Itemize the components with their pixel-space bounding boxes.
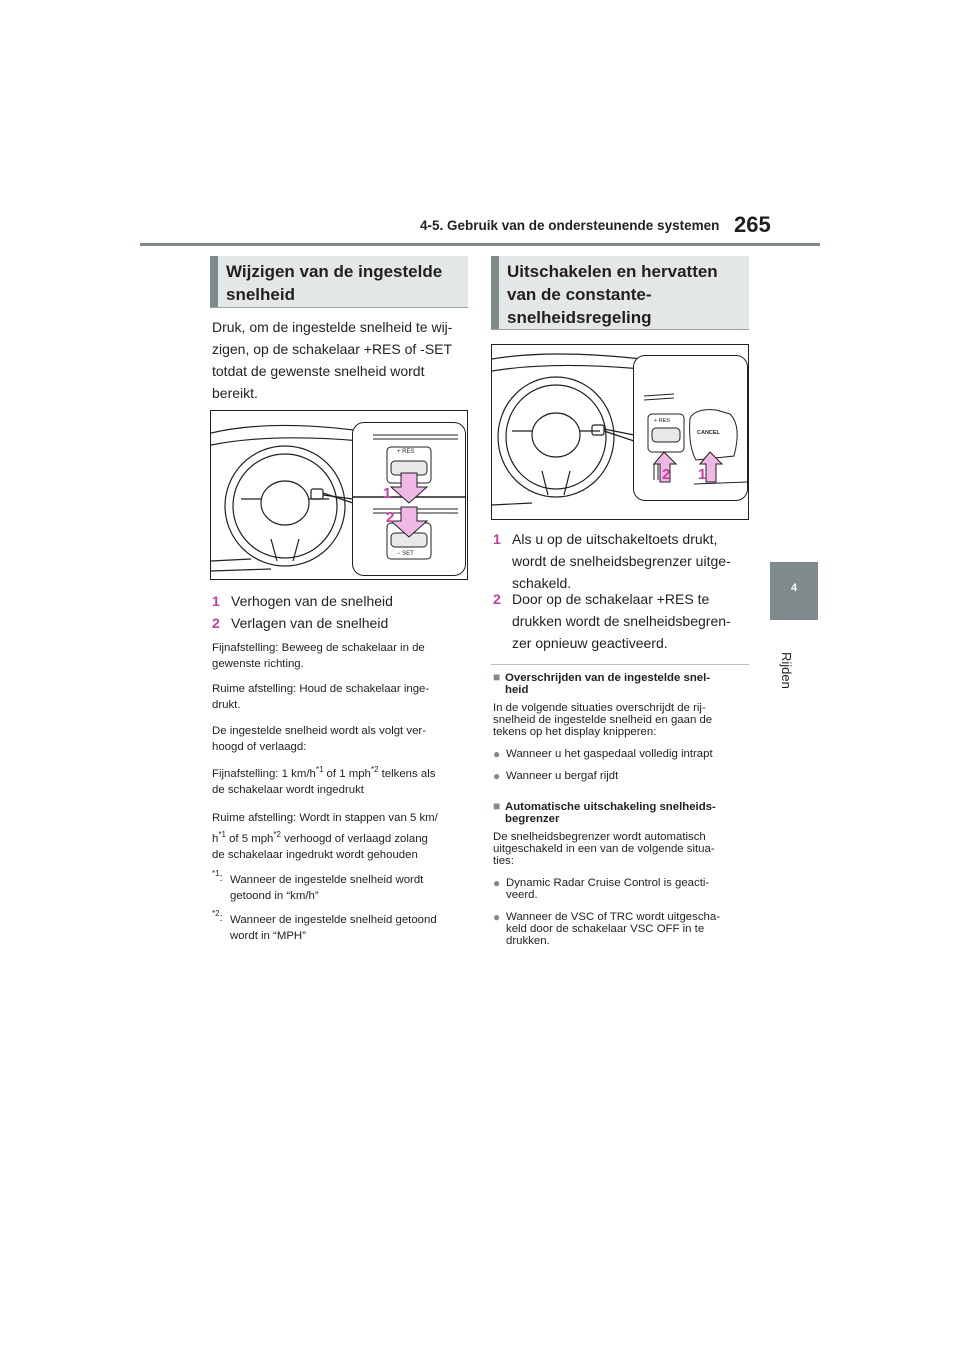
text-run: of 1 mph — [323, 768, 371, 780]
section-title: 4-5. Gebruik van de ondersteunende systemen — [420, 218, 720, 233]
list-item — [493, 748, 749, 760]
bullet-icon: ● — [493, 910, 501, 924]
step-item — [493, 588, 749, 654]
cancel-label: CANCEL — [697, 430, 720, 436]
footnote-1 — [212, 869, 468, 904]
text-line: Druk, om de ingestelde snelheid te wij- — [212, 319, 453, 335]
footnote-mark-text: *2 — [212, 909, 220, 919]
note-title — [493, 672, 749, 696]
text-line: snelheid de ingestelde snelheid en gaan de — [493, 714, 713, 726]
footnote-ref: *2 — [370, 765, 379, 775]
switch-detail-inset — [633, 355, 748, 501]
list-item — [493, 911, 749, 947]
heading-line: snelheid — [226, 285, 295, 304]
section-heading-cancel-resume — [491, 256, 749, 330]
text-line — [212, 766, 468, 782]
text-line: De ingestelde snelheid wordt als volgt ver- — [212, 725, 427, 737]
footnote-mark — [212, 910, 223, 926]
text-line: Ruime afstelling: Houd de schakelaar inge- — [212, 683, 430, 695]
heading-line: Wijzigen van de ingestelde — [226, 262, 443, 281]
heading-line: snelheidsregeling — [507, 308, 652, 327]
list-item — [493, 877, 749, 901]
text-line: Wanneer de ingestelde snelheid wordt — [230, 874, 424, 886]
text-line: keld door de schakelaar VSC OFF in te — [506, 923, 705, 935]
text-run: telkens als — [378, 768, 436, 780]
text-line: wordt in “MPH” — [230, 930, 306, 942]
text-line: schakeld. — [512, 575, 572, 591]
text-line: drukken. — [506, 935, 550, 947]
bullet-icon: ● — [493, 769, 501, 783]
text-line: tekens op het display knipperen: — [493, 726, 657, 738]
step-item — [212, 590, 468, 612]
text-line: heid — [505, 684, 529, 696]
chapter-label: Rijden — [779, 652, 794, 689]
footnote-ref: *1 — [315, 765, 324, 775]
footnote-colon: : — [219, 912, 223, 924]
note-auto-cancel — [493, 801, 749, 947]
text-line: Wanneer de VSC of TRC wordt uitgescha- — [506, 911, 720, 923]
note-body — [493, 702, 749, 738]
square-bullet-icon: ■ — [493, 670, 501, 684]
footnote-mark-text: *1 — [212, 869, 220, 879]
text-line: getoond in “km/h” — [230, 890, 319, 902]
callout-2: 2 — [662, 466, 671, 483]
figure-cancel-switch — [491, 344, 749, 520]
text-line: Ruime afstelling: Wordt in stappen van 5 km/ — [212, 812, 438, 824]
footnote-colon: : — [219, 872, 223, 884]
text-line: wordt de snelheidsbegrenzer uitge- — [512, 553, 731, 569]
fine-adjust-text — [212, 640, 468, 672]
text-line: Als u op de uitschakeltoets drukt, — [512, 531, 718, 547]
bullet-icon: ● — [493, 876, 501, 890]
step-text: Verlagen van de snelheid — [231, 615, 389, 631]
switch-label-set: − SET — [397, 551, 414, 557]
text-line: Dynamic Radar Cruise Control is geacti- — [506, 877, 710, 889]
text-line: zigen, op de schakelaar +RES of -SET — [212, 341, 453, 357]
step-text — [512, 528, 731, 594]
section-heading-change-speed — [210, 256, 468, 308]
text-line — [212, 831, 468, 847]
step-item — [212, 612, 468, 634]
footnote-ref: *1 — [218, 830, 226, 840]
text-run: of 5 mph — [225, 833, 274, 845]
text-line: Fijnafstelling: Beweeg de schakelaar in de — [212, 642, 425, 654]
list-item — [493, 770, 749, 782]
text-line: ties: — [493, 855, 514, 867]
text-line: Wanneer u bergaf rijdt — [506, 770, 619, 782]
step-number: 2 — [493, 591, 501, 607]
change-intro-text — [212, 723, 468, 755]
switch-detail-illustration — [634, 356, 747, 500]
coarse-detail-text — [212, 810, 468, 863]
step-number: 1 — [212, 593, 220, 609]
chapter-number: 4 — [790, 582, 798, 594]
step-item — [493, 528, 749, 591]
step-number: 2 — [212, 615, 220, 631]
text-line: gewenste richting. — [212, 658, 304, 670]
coarse-adjust-text — [212, 681, 468, 713]
text-line: de schakelaar wordt ingedrukt — [212, 784, 364, 796]
intro-paragraph — [212, 316, 468, 404]
header-rule — [140, 243, 820, 246]
callout-2: 2 — [386, 509, 395, 526]
text-line: zer opnieuw geactiveerd. — [512, 635, 668, 651]
note-divider — [491, 664, 749, 665]
text-line: Automatische uitschakeling snelheids- — [505, 801, 716, 813]
text-line: bereikt. — [212, 385, 258, 401]
step-text: Verhogen van de snelheid — [231, 593, 393, 609]
fine-detail-text — [212, 766, 468, 798]
footnote-ref: *2 — [273, 830, 281, 840]
footnote-2 — [212, 909, 468, 944]
text-line: de schakelaar ingedrukt wordt gehouden — [212, 849, 418, 861]
figure-speed-switch — [210, 410, 468, 580]
text-line: Door op de schakelaar +RES te — [512, 591, 710, 607]
text-line: hoogd of verlaagd: — [212, 741, 307, 753]
chapter-tab[interactable] — [770, 562, 818, 620]
text-run: verhoogd of verlaagd zolang — [280, 833, 428, 845]
text-line: Overschrijden van de ingestelde snel- — [505, 672, 711, 684]
heading-line: Uitschakelen en hervatten — [507, 262, 718, 281]
switch-label-res: + RES — [654, 418, 671, 424]
text-line: De snelheidsbegrenzer wordt automatisch — [493, 831, 706, 843]
note-exceed-speed — [493, 672, 749, 782]
text-line: drukt. — [212, 699, 241, 711]
text-line: Wanneer u het gaspedaal volledig intrapt — [506, 748, 713, 760]
note-body — [493, 831, 749, 867]
switch-detail-inset — [352, 422, 466, 576]
text-line: drukken wordt de snelheidsbegren- — [512, 613, 731, 629]
text-line: veerd. — [506, 889, 538, 901]
bullet-icon: ● — [493, 747, 501, 761]
text-run: Fijnafstelling: 1 km/h — [212, 768, 316, 780]
note-title — [493, 801, 749, 825]
switch-label-res: + RES — [397, 449, 415, 455]
text-line: In de volgende situaties overschrijdt de rij- — [493, 702, 706, 714]
step-number: 1 — [493, 531, 501, 547]
chapter-label-box — [778, 632, 812, 692]
heading-line: van de constante- — [507, 285, 652, 304]
text-line: begrenzer — [505, 813, 560, 825]
callout-1: 1 — [383, 485, 392, 502]
callout-1: 1 — [698, 466, 707, 483]
page-number: 265 — [734, 212, 771, 237]
footnote-mark — [212, 870, 223, 886]
step-text — [512, 588, 731, 654]
text-line: totdat de gewenste snelheid wordt — [212, 363, 425, 379]
text-run: h — [212, 833, 219, 845]
text-line: uitgeschakeld in een van de volgende situa- — [493, 843, 715, 855]
text-line: Wanneer de ingestelde snelheid getoond — [230, 914, 437, 926]
square-bullet-icon: ■ — [493, 799, 501, 813]
